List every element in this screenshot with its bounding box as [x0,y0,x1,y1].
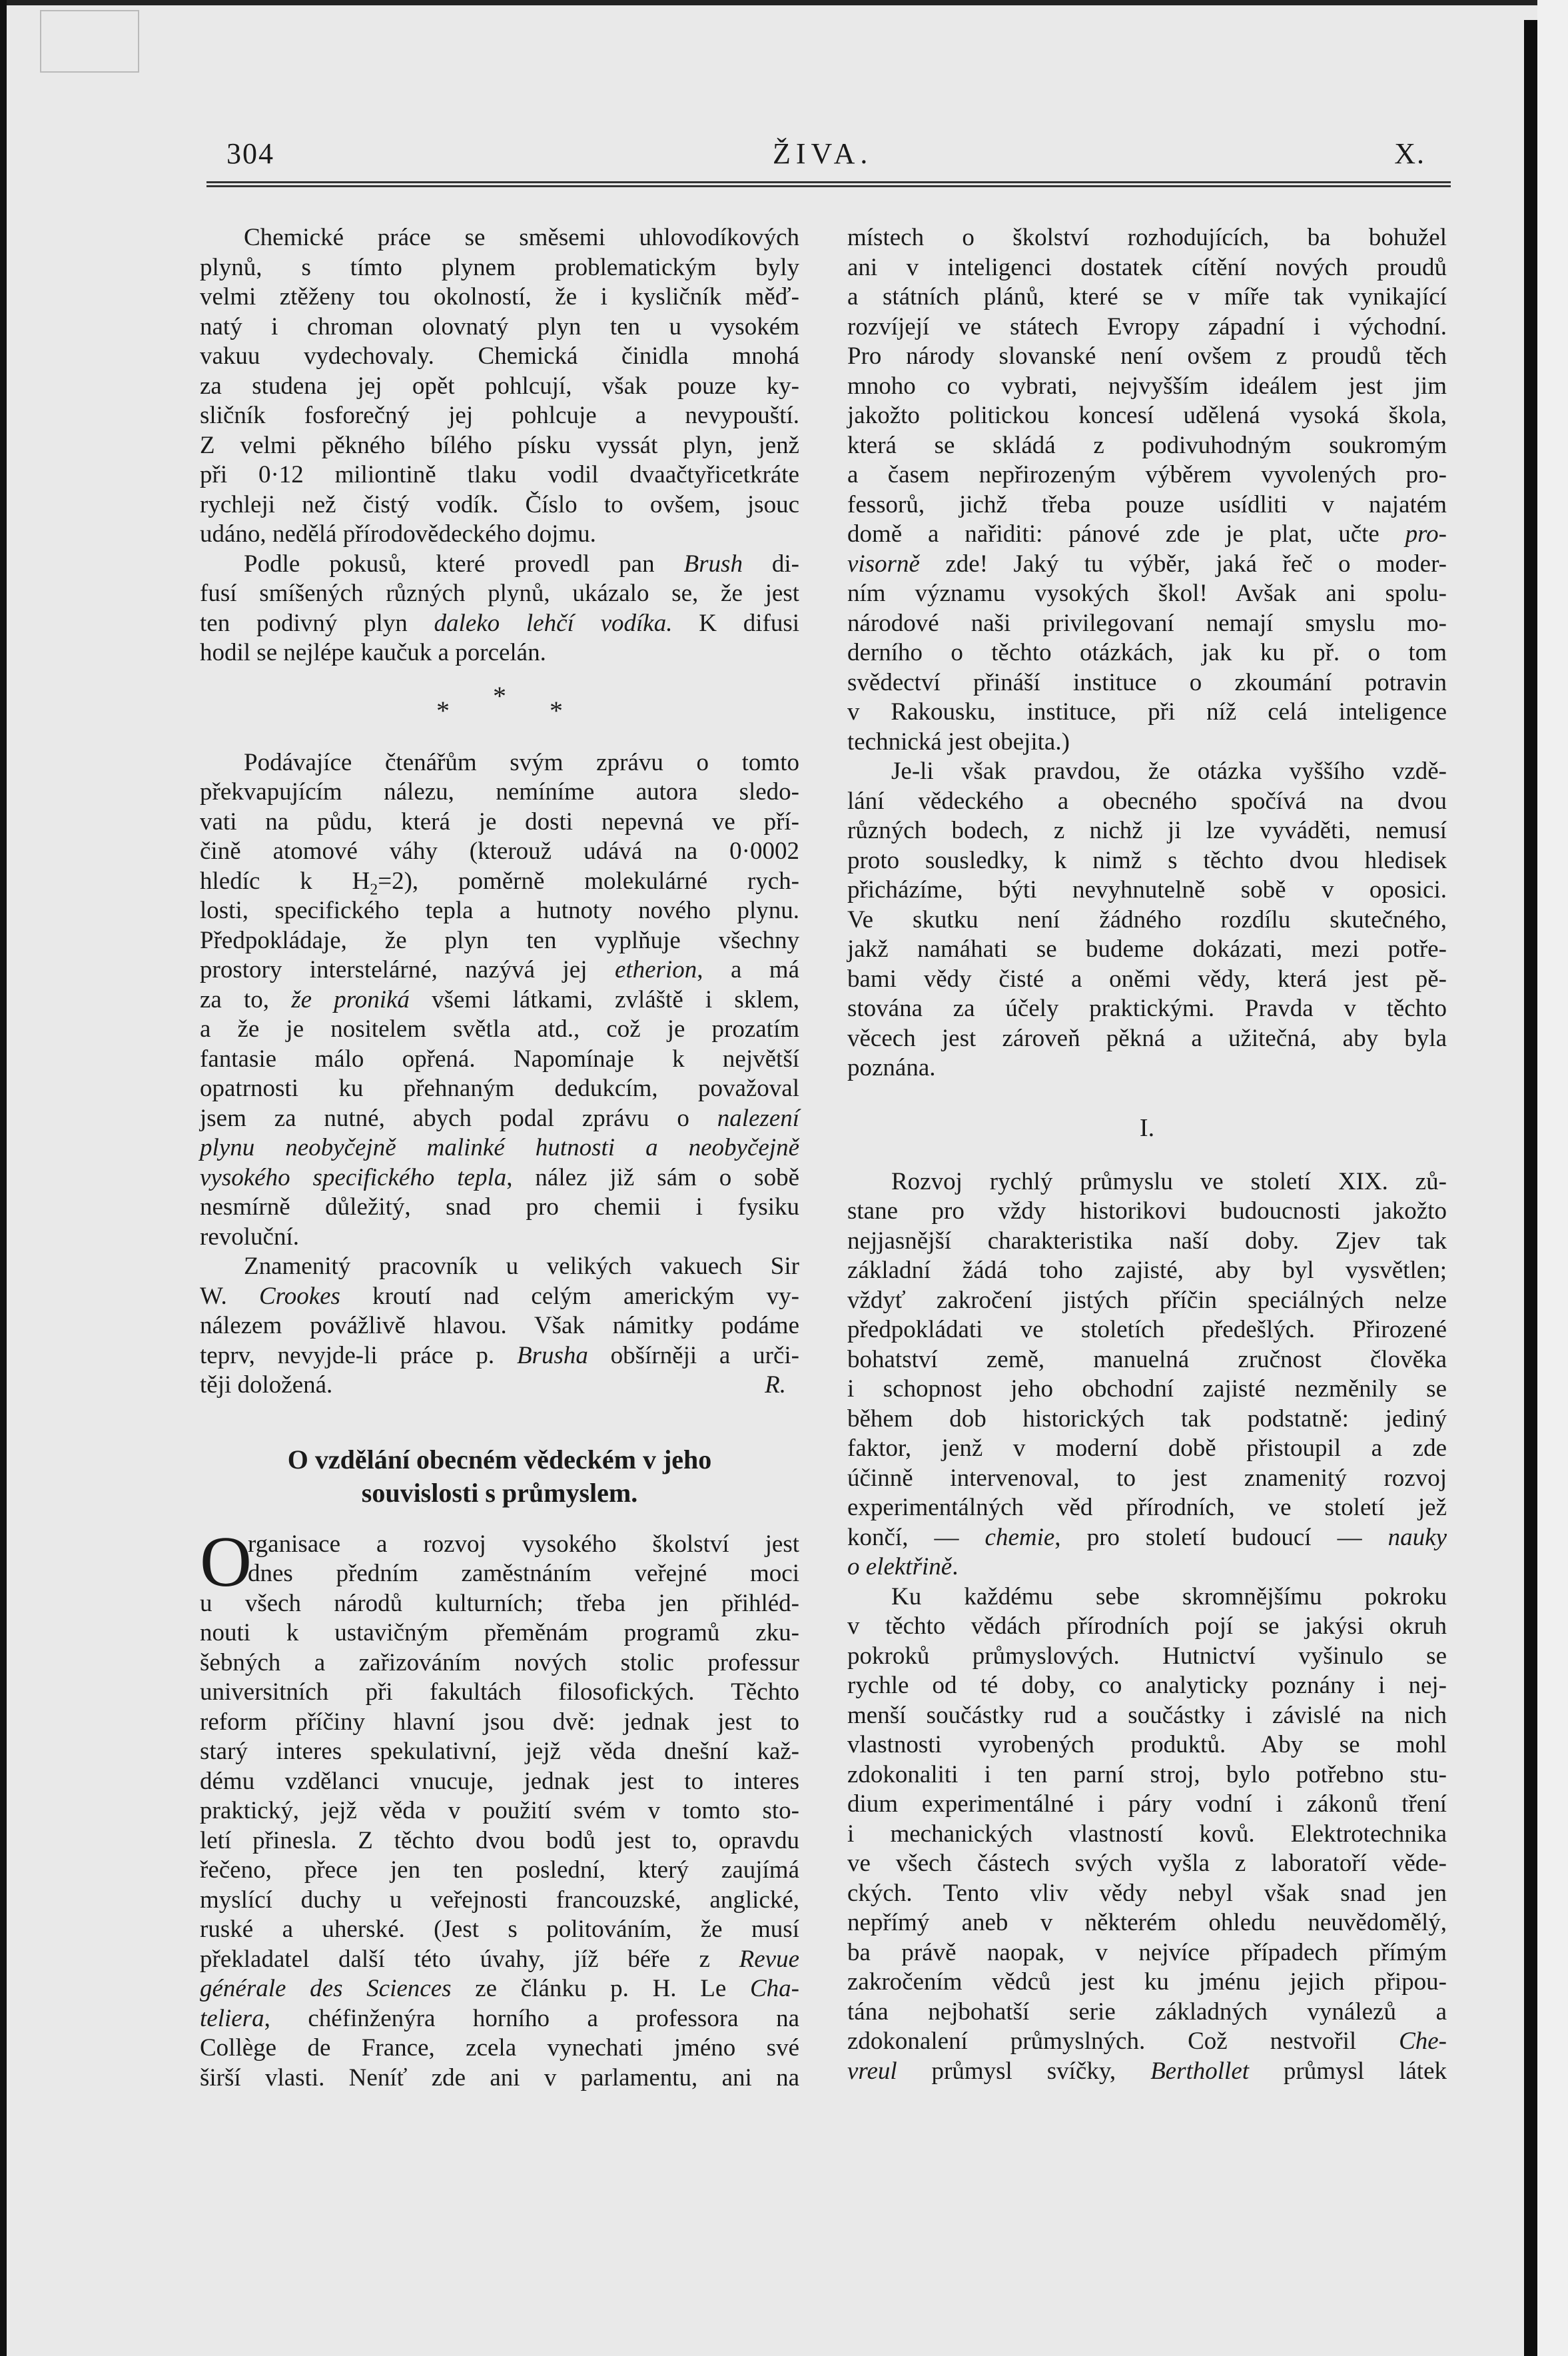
emphasis-journal-name: générale des Sciences [200,1975,452,2002]
text-line: faktor, jenž v moderní době přistoupil a zde [847,1435,1447,1462]
paragraph-continuation [847,223,1447,757]
drop-cap-letter: O [200,1522,252,1602]
text-line: pokroků průmyslových. Hutnictví vyšinulo se [847,1642,1447,1670]
text-line: losti, specifického tepla a hutnoty nového plynu. [200,897,799,924]
text-line: plynů, s tímto plynem problematickým byly [200,253,799,281]
text-line: vreul průmysl svíčky, Berthollet průmysl látek [847,2057,1447,2085]
text-line: a státních plánů, které se v míře tak vynikající [847,283,1447,310]
emphasis-discovery: nalezení [717,1104,799,1132]
text-line: proto sousledky, k nimž s těchto dvou hledisek [847,846,1447,874]
text-line: natý i chroman olovnatý plyn ten u vysokém [200,312,799,340]
text-line: visorně zde! Jaký tu výběr, jaká řeč o moder- [847,550,1447,578]
text-line: vati na půdu, která je dosti nepevná ve pří- [200,808,799,836]
text-line: nepřímý aneb v některém ohledu neuvědomělý, [847,1909,1447,1936]
text-line: hodil se nejlépe kaučuk a porcelán. [200,639,546,666]
text-line: derního o těchto otázkách, jak ku př. o tom [847,639,1447,666]
running-header [206,137,1445,177]
article-title [200,1443,799,1510]
left-column [200,223,799,2093]
text-line: teprv, nevyjde-li práce p. Brusha obšírněji a urči- [200,1341,800,1369]
text-line: stane pro vždy historikovi budoucnosti jakožto [847,1197,1447,1225]
paragraph-crookes [200,1252,799,1401]
text-line: praktický, jejž věda v použití svém v tomto sto- [200,1797,799,1824]
text-line: místech o školství rozhodujících, ba bohužel [847,224,1447,251]
text-line: ruské a uherské. (Jest s politováním, že musí [200,1916,799,1943]
paragraph-pure-vs-applied [847,757,1447,1083]
text-line: poznána. [847,1054,936,1081]
text-line: dému vzdělanci vnucuje, jednak jest to interes [200,1767,799,1795]
text-line: Podávajíce čtenářům svým zprávu o tomto [244,748,799,776]
text-line: která se skládá z podivuhodným soukromým [847,431,1447,459]
emphasis-brush: Brush [683,550,743,578]
text-line: reform příčiny hlavní jsou dvě: jednak jest to [200,1708,799,1736]
article-title-line: souvislosti s průmyslem. [361,1477,638,1508]
emphasis-electricity: nauky [1387,1523,1447,1551]
text-line: v Rakousku, instituce, při níž celá inteligence [847,698,1447,726]
text-line: vlastnosti vyrobených produktů. Aby se mohl [847,1731,1447,1758]
text-line: prostory interstelárné, nazývá jej etherion, a má [200,956,800,983]
text-line: Pro národy slovanské není ovšem z proudů těch [847,342,1447,370]
text-line: hledíc k $H_2=2$), poměrně molekulárné rych- [200,867,799,898]
text-line: Ve skutku není žádného rozdílu skutečného, [847,905,1447,933]
text-line: revoluční. [200,1223,299,1251]
text-line: stována za účely praktickými. Pravda v těchto [847,995,1447,1022]
paragraph-science-progress [847,1582,1447,2087]
text-line: nejjasnější charakteristika naší doby. Zjev tak [847,1227,1447,1255]
text-line: Ku každému sebe skromnějšímu pokroku [891,1582,1447,1610]
text-line: během dob historických tak podstatně: jediný [847,1405,1447,1433]
text-line: sličník fosforečný jej pohlcuje a nevypouští. [200,402,799,429]
text-line: vždyť zakročení jistých příčin speciálných nelze [847,1286,1447,1314]
text-line: starý interes spekulativní, jejž věda dnešní kaž- [200,1738,799,1765]
text-line: zdokonaliti i ten parní stroj, bylo potřebno stu- [847,1760,1447,1788]
text-line: lání vědeckého a obecného spočívá na dvou [847,787,1447,815]
scan-margin-right [1537,0,1568,2356]
subscript: 2 [370,880,378,898]
text-line: jakožto politickou koncesí udělená vysoká škola, [847,402,1447,429]
text-line: překladatel další této úvahy, jíž béře z Revue [200,1945,799,1973]
text-line: za studena jej opět pohlcují, však pouze ky- [200,372,799,400]
text-line: technická jest obejita.) [847,728,1070,756]
scan-border-right [1524,20,1537,2356]
text-line: Znamenitý pracovník u velikých vakuech Sir [244,1253,799,1280]
text-line: národové naši privilegovaní nemají smyslu mo- [847,609,1447,637]
text-line: tána nejbohatší serie základných vynálezů a [847,1998,1447,2026]
asterisk-icon: * [550,695,563,726]
text-line: myslící duchy u veřejnosti francouzské, anglické, [200,1886,799,1914]
text-line: zdokonalení průmyslných. Což nestvořil Che- [847,2028,1447,2055]
page-number: 304 [226,137,274,170]
text-line: základní žádá toho zajisté, aby byl vysvětlen; [847,1257,1447,1284]
text-line: W. Crookes kroutí nad celým americkým vy- [200,1282,799,1310]
text-line: universitních při fakultách filosofických. Těchto [200,1678,799,1706]
text-line: teliera, chéfinženýra horního a professora na [200,2004,799,2032]
paragraph-industry-19th-century [847,1167,1447,1582]
text-line: rychleji než čistý vodík. Číslo to ovšem, jsouc [200,490,799,518]
text-line: svědectví přináší instituce o zkoumání potravin [847,668,1447,696]
emphasis-berthollet: Berthollet [1150,2057,1250,2085]
text-line: za to, že proniká všemi látkami, zvláště i sklem, [200,985,799,1013]
text-line: ním významu vysokých škol! Avšak ani spolu- [847,580,1447,607]
scan-border-left [0,0,7,2356]
scan-border-top [0,0,1568,5]
section-number: I. [1139,1113,1155,1142]
text-line: u všech národů kulturních; třeba jen přihléd- [200,1589,799,1617]
text-line: přicházíme, býti nevyhnutelně sobě v oposici. [847,876,1447,903]
text-line: rychle od té doby, co analyticky poznány i nej- [847,1672,1447,1699]
text-line: předpokládati ve stoletích předešlých. Přirozené [847,1316,1447,1343]
text-line: a že je nositelem světla atd., což je prozatím [200,1015,799,1043]
emphasis-revue: Revue [739,1945,799,1973]
article-body-intro [200,1522,799,2093]
text-line: Předpokládaje, že plyn ten vyplňuje všechny [200,926,799,954]
text-line: jsem za nutné, abych podal zprávu o nalezení [200,1104,799,1132]
emphasis-etherion: etherion [614,956,697,983]
text-line: vakuu vydechovaly. Chemická činidla mnohá [200,342,799,370]
emphasis-electricity: o elektřině [847,1553,953,1580]
emphasis-brusha: Brusha [516,1341,588,1369]
text-line: rozvíjejí ve státech Evropy západní i východní. [847,312,1447,340]
text-line: bohatství země, manuelná zručnost člověka [847,1345,1447,1373]
emphasis-penetrates: že proniká [291,985,410,1013]
text-line: i mechanických vlastností kovů. Elektrotechnika [847,1820,1447,1848]
emphasis-chevreul: vreul [847,2057,897,2085]
header-double-rule [206,181,1451,187]
emphasis-lighter-than-hydrogen: daleko lehčí vodíka. [434,609,673,637]
emphasis-provisionally: visorně [847,550,920,578]
text-line: končí, — chemie, pro století budoucí — nauky [847,1523,1447,1551]
emphasis-author-name: Cha- [750,1975,799,2002]
text-line: věcech jest zároveň pěkná a užitečná, aby byla [847,1024,1447,1052]
text-line: šebných a zařizováním nových stolic professur [200,1648,799,1676]
text-line: i schopnost jeho obchodní zajisté nezměnily se [847,1375,1447,1403]
text-line: účinně intervenoval, to jest znamenitý rozvoj [847,1464,1447,1492]
text-line: nesmírně důležitý, snad pro chemii i fysiku [200,1193,799,1221]
emphasis-crookes: Crookes [259,1282,340,1310]
text-line: mnoho co vybrati, nejvyšším ideálem jest jim [847,372,1447,400]
text-line: fantasie málo opřená. Napomínaje k největší [200,1045,799,1073]
paragraph-chemical-work [200,223,799,550]
text-line: nálezem povážlivě hlavou. Však námitky podáme [200,1312,799,1339]
text-line: různých bodech, z nichž ji lze vyváděti, nemusí [847,817,1447,844]
emphasis-specific-heat: vysokého specifického tepla [200,1163,507,1191]
text-line: zakročením vědců jest ku jménu jejich připou- [847,1968,1447,1996]
text-line: ten podivný plyn daleko lehčí vodíka. K difusi [200,609,800,637]
text-line: ckých. Tento vliv vědy nebyl však snad jen [847,1879,1447,1907]
paragraph-brush-experiments [200,550,799,668]
text-line: řečeno, přece jen ten poslední, který zaujímá [200,1856,799,1884]
text-line: Rozvoj rychlý průmyslu ve století XIX. zů- [891,1167,1447,1195]
text-line: čině atomové váhy (kterouž udává na 0·0002 [200,838,799,865]
text-line: velmi ztěženy tou okolností, že i kysličník měď- [200,283,799,310]
text-line: experimentálných věd přírodních, ve století jež [847,1494,1447,1521]
text-line: ani v inteligenci dostatek cítění nových proudů [847,253,1447,281]
right-column [847,223,1447,2086]
text-line: Chemické práce se směsemi uhlovodíkových [244,224,799,251]
text-line: překvapujícím nálezu, nemíníme autora sledo- [200,778,799,806]
text-line: jakž namáhati se budeme dokázati, mezi potře- [847,935,1447,963]
text-line: ba právě naopak, v nejvíce případech přímým [847,1938,1447,1966]
dropcap-block [200,1522,799,1602]
asterisk-icon: * [493,680,506,711]
text-line: fessorů, jichž třeba pouze usídliti v najatém [847,490,1447,518]
text-line: générale des Sciences ze článku p. H. Le Cha- [200,1975,799,2002]
author-signature: R. [765,1371,786,1399]
text-line: letí přinesla. Z těchto dvou bodů jest to, opravdu [200,1826,799,1854]
section-separator-asterism [200,668,799,748]
text-line: o elektřině. [847,1553,959,1580]
text-line: Collège de France, zcela vynechati jméno své [200,2034,799,2062]
text-line: Z velmi pěkného bílého písku vyssát plyn, jenž [200,431,799,459]
text-line: menší součástky rud a součástky i závislé na nich [847,1701,1447,1729]
asterisk-icon: * [436,695,450,726]
text-line: vysokého specifického tepla, nález již sám o sobě [200,1163,800,1191]
emphasis-author-name: teliera [200,2004,264,2032]
text-line: Podle pokusů, které provedl pan Brush di- [244,550,799,578]
text-line: rganisace a rozvoj vysokého školství jest [248,1530,799,1558]
text-line: Je-li však pravdou, že otázka vyššího vzdě- [891,758,1447,785]
text-line: plynu neobyčejně malinké hutnosti a neobyčejně [200,1134,799,1161]
emphasis-chemistry: chemie [984,1523,1055,1551]
paragraph-etherion-report [200,748,799,1253]
text-line: těji doložená. R. [200,1371,799,1401]
library-stamp-mark [40,10,139,73]
text-line: nouti k ustavičným přeměnám programů zku- [200,1619,799,1646]
emphasis-chevreul: Che- [1399,2028,1447,2055]
text-line: domě a nařiditi: pánové zde je plat, učte pro- [847,520,1447,548]
text-line: a časem nepřirozeným výběrem vyvolených pro- [847,461,1447,488]
text-line: ve všech částech svých vyšla z laboratoří věde- [847,1850,1447,1877]
emphasis-provisionally: pro- [1405,520,1447,548]
text-line: širší vlasti. Neníť zde ani v parlamentu, ani na [200,2063,799,2091]
journal-title: ŽIVA. [773,137,873,170]
text-line: bami vědy čisté a oněmi vědy, která jest pě- [847,965,1447,993]
text-line: fusí smíšených různých plynů, ukázalo se, že jest [200,580,799,607]
text-line: dnes předním zaměstnáním veřejné moci [248,1560,799,1587]
text-line: v těchto vědách přírodních pojí se jakýsi okruh [847,1612,1447,1640]
article-title-line: O vzdělání obecném vědeckém v jeho [287,1444,712,1474]
text-line: opatrnosti ku přehnaným dedukcím, považoval [200,1075,799,1102]
volume-number: X. [1394,137,1425,170]
text-line: udáno, nedělá přírodovědeckého dojmu. [200,520,596,548]
text-line: dium experimentálné i páry vodní i zákonů tření [847,1790,1447,1818]
text-line: při 0·12 miliontině tlaku vodil dvaačtyřicetkráte [200,461,799,488]
